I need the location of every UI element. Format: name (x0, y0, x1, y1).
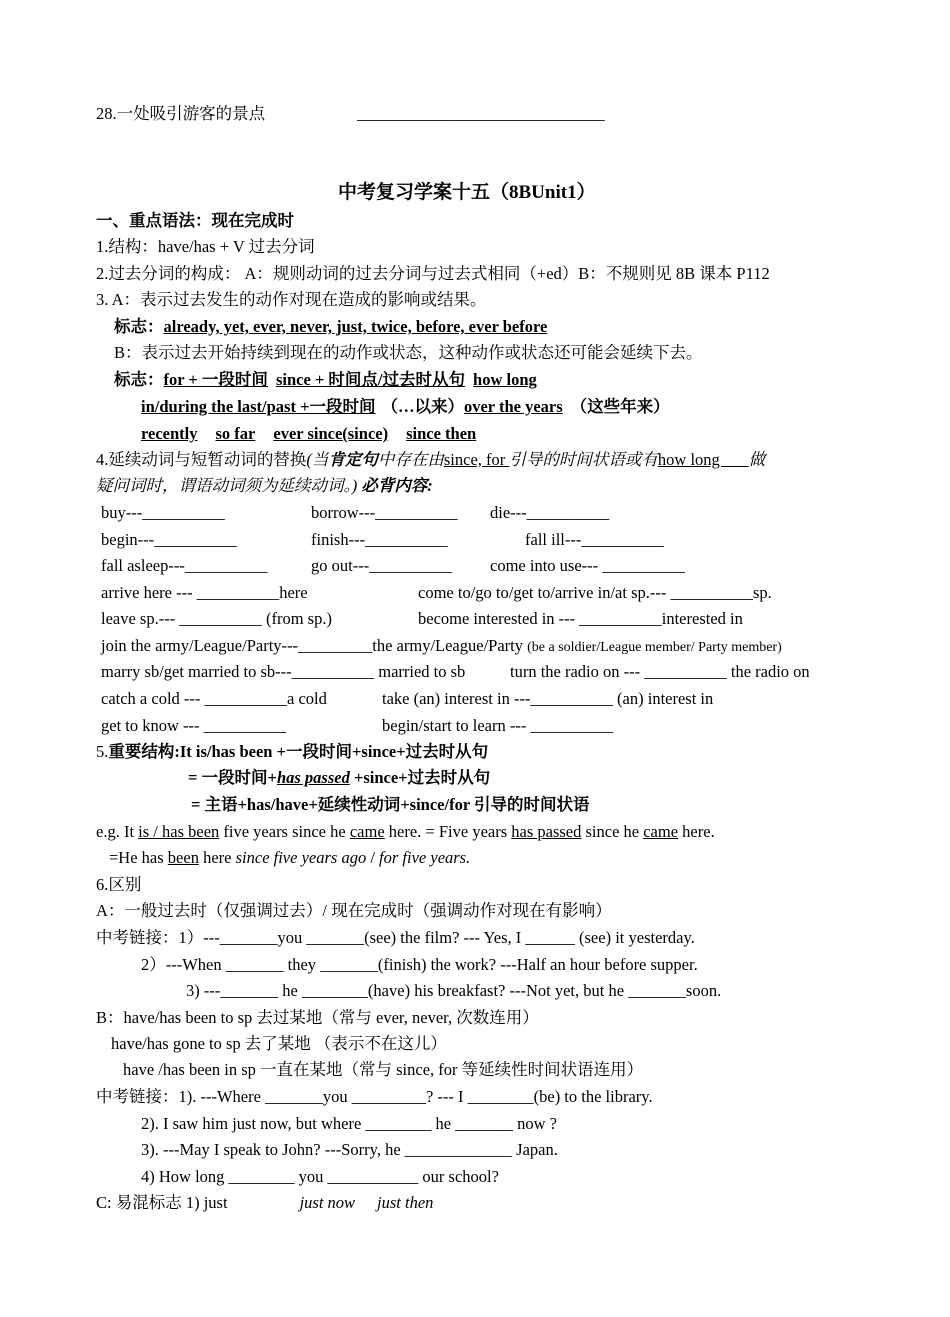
verb-item: take (an) interest in ---__________ (an) interest in (382, 689, 714, 708)
verb-item: finish---__________ (311, 530, 448, 549)
marker-line-2: 标志：for + 一段时间 since + 时间点/过去时从句 how long (114, 370, 537, 389)
verb-item: become interested in --- __________interested in (418, 609, 743, 628)
exam-link-3: 3) ---_______ he ________(have) his breakfast? ---Not yet, but he _______soon. (186, 981, 722, 1000)
para-6a: A：一般过去时（仅强调过去）/ 现在完成时（强调动作对现在有影响） (96, 901, 612, 920)
para-5-line1: 5.重要结构:It is/has been +一段时间+since+过去时从句 (96, 742, 489, 761)
para-5-line3: = 主语+has/have+延续性动词+since/for 引导的时间状语 (191, 795, 590, 814)
question-28: 28.一处吸引游客的景点 ______________________________ (96, 104, 605, 123)
para-5-line2: = 一段时间+has passed +since+过去时从句 (188, 768, 491, 787)
verb-item: die---__________ (490, 503, 610, 522)
verb-item: begin---__________ (101, 530, 237, 549)
exam-link-1: 中考链接：1）---_______you _______(see) the film? --- Yes, I ______ (see) it yesterday. (96, 928, 695, 947)
exam-link-7: 4) How long ________ you ___________ our school? (141, 1167, 499, 1186)
para-4-line2: 疑问词时，谓语动词须为延续动词。) 必背内容: (96, 476, 433, 495)
para-6b3: have /has been in sp 一直在某地（常与 since, for 等延续性时间状语连用） (123, 1060, 644, 1079)
marker-line-4: recently so far ever since(since) since then (141, 424, 477, 443)
para-6c: C: 易混标志 1) just just now just then (96, 1193, 434, 1212)
para-3a: 3. A：表示过去发生的动作对现在造成的影响或结果。 (96, 290, 487, 309)
para-3b: B：表示过去开始持续到现在的动作或状态，这种动作或状态还可能会延续下去。 (114, 343, 703, 362)
marker-line-3: in/during the last/past +一段时间 （…以来）over the years （这些年来） (141, 397, 670, 416)
verb-item: leave sp.--- __________ (from sp.) (101, 609, 332, 628)
verb-item: fall asleep---__________ (101, 556, 268, 575)
para-4-line1: 4.延续动词与短暂动词的替换(当肯定句中存在由since, for 引导的时间状语或有how long 做 (96, 450, 766, 469)
para-2: 2.过去分词的构成： A：规则动词的过去分词与过去式相同（+ed）B：不规则见 8B 课本 P112 (96, 264, 770, 283)
para-1: 1.结构：have/has + V 过去分词 (96, 237, 315, 256)
verb-item: begin/start to learn --- __________ (382, 716, 613, 735)
verb-item: buy---__________ (101, 503, 225, 522)
verb-item: catch a cold --- __________a cold (101, 689, 327, 708)
exam-link-6: 3). ---May I speak to John? ---Sorry, he _____________ Japan. (141, 1140, 558, 1159)
para-6: 6.区别 (96, 875, 142, 894)
verb-item: fall ill---__________ (525, 530, 664, 549)
page-title: 中考复习学案十五（8BUnit1） (338, 182, 596, 203)
exam-link-4: 中考链接：1). ---Where _______you _________? --- I ________(be) to the library. (96, 1087, 653, 1106)
example-line-1: e.g. It is / has been five years since he came here. = Five years has passed since he came here. (96, 822, 715, 841)
para-6b: B：have/has been to sp 去过某地（常与 ever, never, 次数连用） (96, 1008, 539, 1027)
verb-item: join the army/League/Party---_________the army/League/Party (be a soldier/League member/ Party member) (101, 636, 782, 655)
exam-link-2: 2）---When _______ they _______(finish) the work? ---Half an hour before supper. (141, 955, 698, 974)
verb-item: go out---__________ (311, 556, 452, 575)
verb-item: come into use--- __________ (490, 556, 685, 575)
exam-link-5: 2). I saw him just now, but where ________ he _______ now ? (141, 1114, 557, 1133)
marker-line-1: 标志：already, yet, ever, never, just, twice, before, ever before (114, 317, 548, 336)
verb-item: marry sb/get married to sb---__________ married to sb (101, 662, 466, 681)
verb-item: turn the radio on --- __________ the radio on (510, 662, 810, 681)
verb-item: get to know --- __________ (101, 716, 287, 735)
section-heading: 一、重点语法：现在完成时 (96, 211, 294, 230)
verb-item: arrive here --- __________here (101, 583, 308, 602)
para-6b2: have/has gone to sp 去了某地 （表示不在这儿） (111, 1034, 447, 1053)
verb-item: come to/go to/get to/arrive in/at sp.--- __________sp. (418, 583, 772, 602)
example-line-2: =He has been here since five years ago / for five years. (109, 848, 471, 867)
verb-item: borrow---__________ (311, 503, 458, 522)
